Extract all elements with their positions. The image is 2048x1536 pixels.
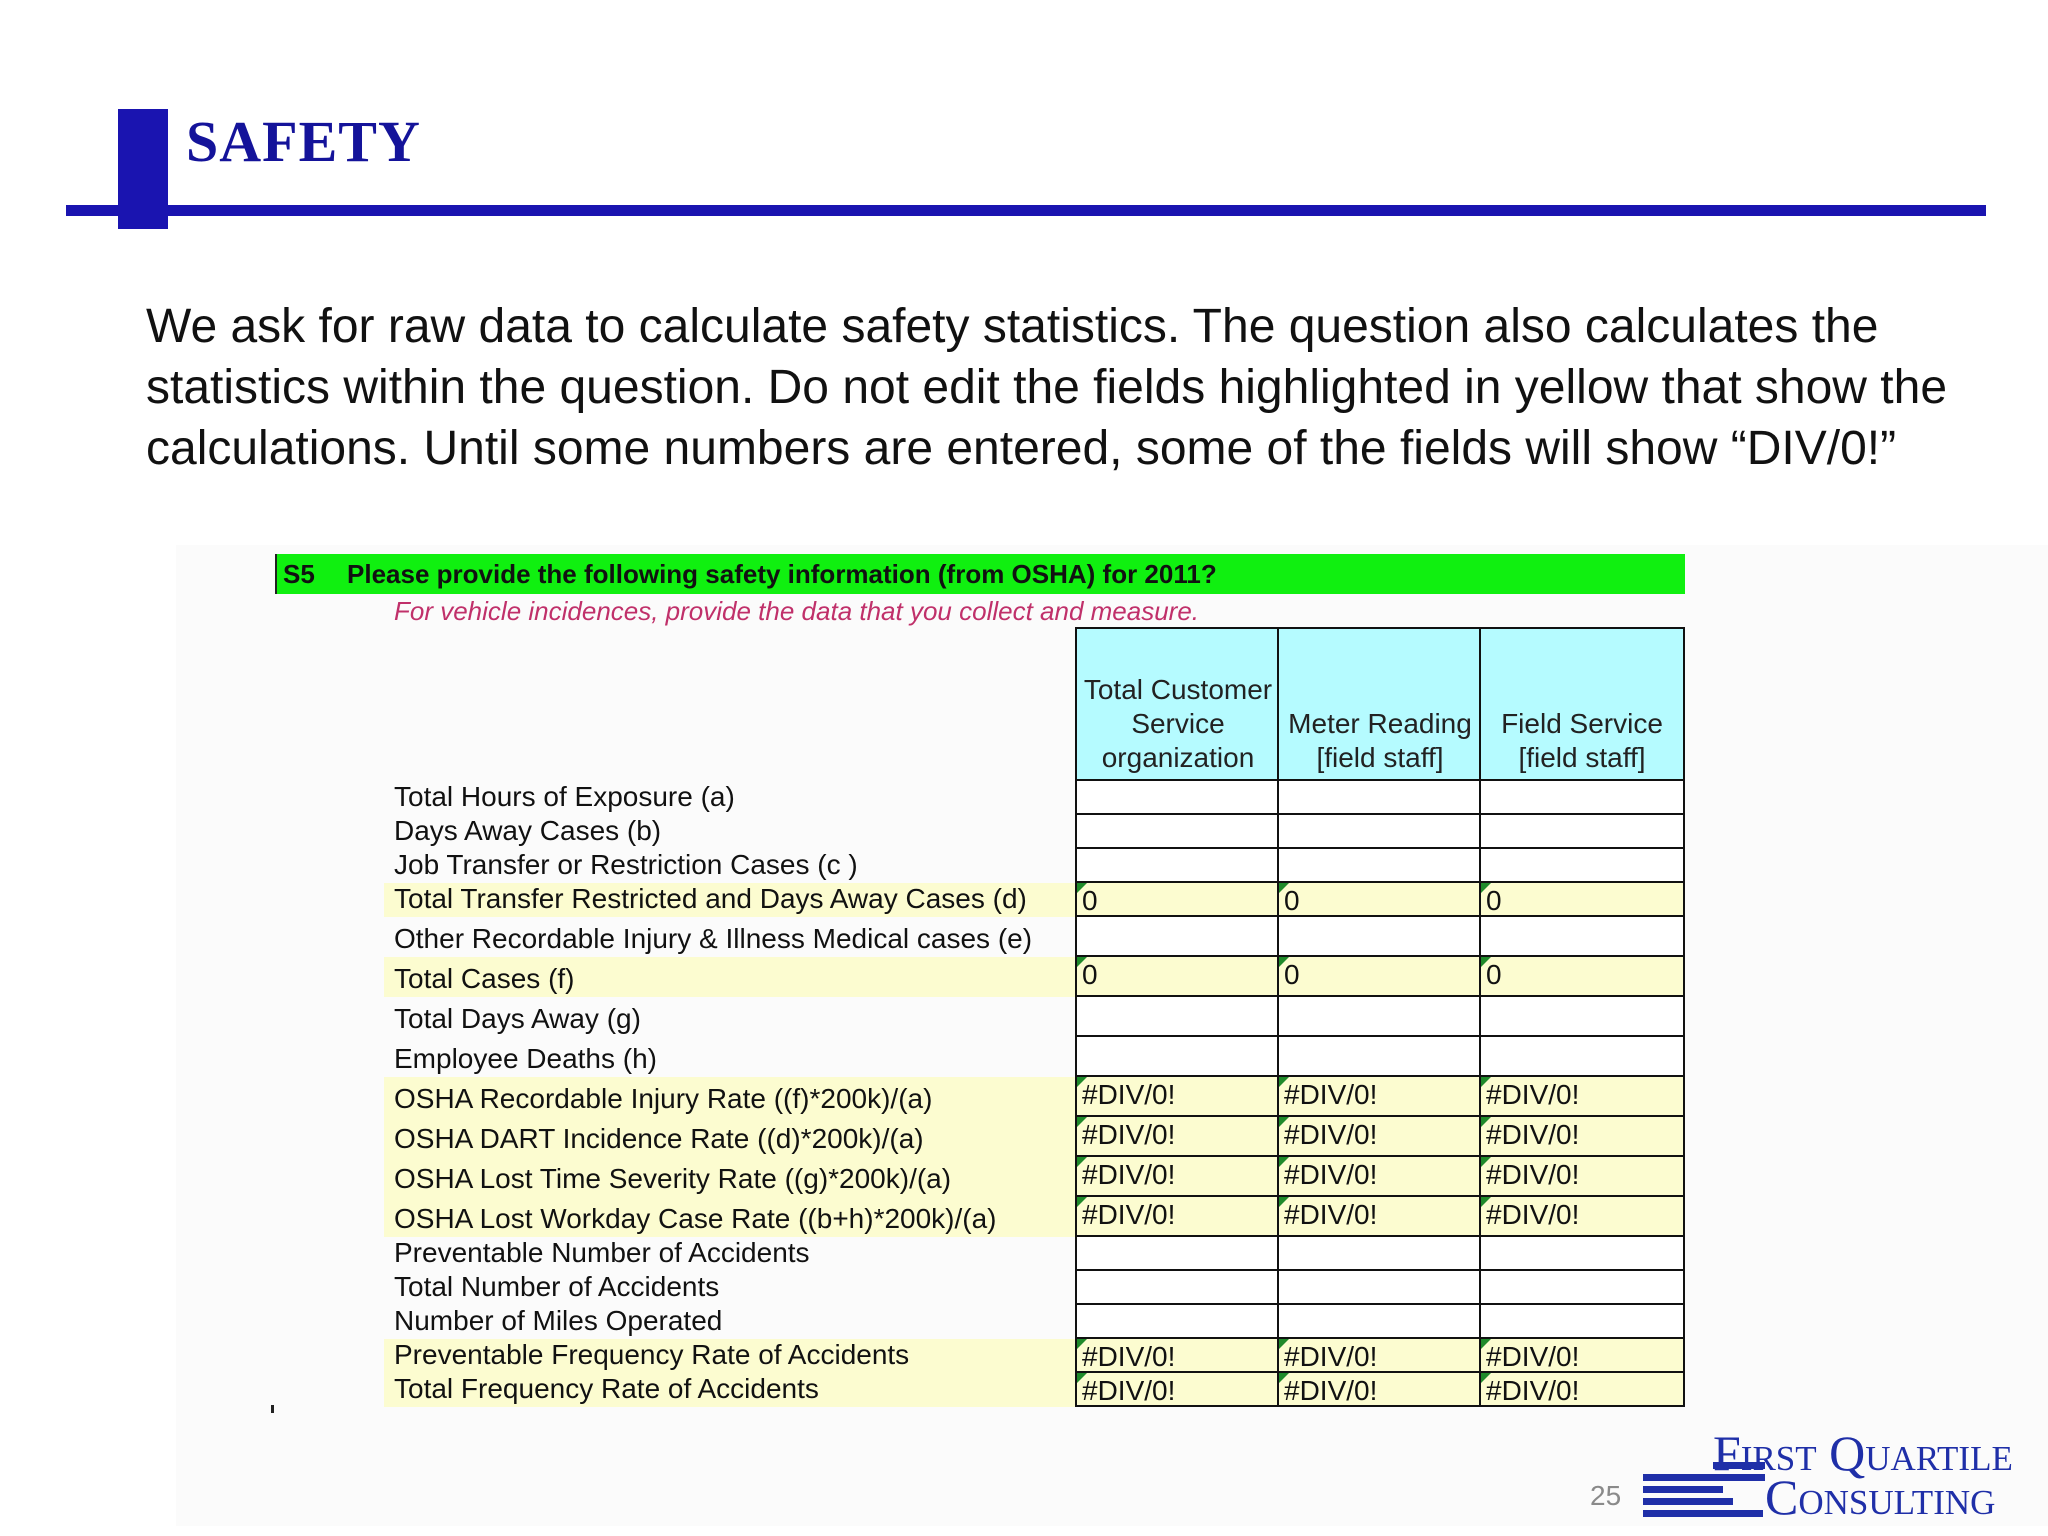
table-row bbox=[384, 1157, 1683, 1197]
input-cell[interactable] bbox=[1479, 1305, 1685, 1339]
question-header-bar bbox=[275, 554, 1685, 594]
table-row bbox=[384, 1117, 1683, 1157]
row-label: Preventable Number of Accidents bbox=[394, 1237, 810, 1268]
calculated-cell bbox=[1075, 957, 1281, 997]
calculated-cell bbox=[1277, 1197, 1483, 1237]
input-cell[interactable] bbox=[1277, 1271, 1483, 1305]
input-cell[interactable] bbox=[1075, 1237, 1281, 1271]
input-cell[interactable] bbox=[1479, 1037, 1685, 1077]
cell-value: #DIV/0! bbox=[1486, 1079, 1580, 1110]
cell-value: #DIV/0! bbox=[1082, 1079, 1176, 1110]
logo-line-2: Consulting bbox=[1765, 1469, 1996, 1525]
cell-value: #DIV/0! bbox=[1486, 1375, 1580, 1406]
calculated-cell bbox=[1479, 1157, 1685, 1197]
cell-value: #DIV/0! bbox=[1284, 1341, 1378, 1372]
calculated-cell bbox=[1479, 957, 1685, 997]
calculated-cell bbox=[1479, 1117, 1685, 1157]
calculated-cell bbox=[1479, 883, 1685, 917]
input-cell[interactable] bbox=[1075, 815, 1281, 849]
row-label: Preventable Frequency Rate of Accidents bbox=[394, 1339, 910, 1370]
row-label: Total Days Away (g) bbox=[394, 1003, 641, 1034]
input-cell[interactable] bbox=[1479, 1271, 1685, 1305]
calculated-cell bbox=[1075, 1373, 1281, 1407]
calculated-cell bbox=[1479, 1077, 1685, 1117]
row-label: OSHA Lost Workday Case Rate ((b+h)*200k)/(a) bbox=[394, 1203, 997, 1234]
table-row bbox=[384, 1237, 1683, 1271]
table-row bbox=[384, 1037, 1683, 1077]
cell-value: #DIV/0! bbox=[1082, 1375, 1176, 1406]
calculated-cell bbox=[1075, 1197, 1281, 1237]
cell-value: #DIV/0! bbox=[1082, 1341, 1176, 1372]
title-underline-rule bbox=[66, 205, 1986, 216]
input-cell[interactable] bbox=[1479, 997, 1685, 1037]
table-row bbox=[384, 917, 1683, 957]
page-number: 25 bbox=[1590, 1480, 1622, 1511]
intro-paragraph: We ask for raw data to calculate safety statistics. The question also calculates the statistics within the question. Do not edit the fields highlighted in yellow that show the calculations. Until some numbers are entered, some of the fields will show “DIV/0!” bbox=[146, 300, 1948, 475]
question-code: S5 bbox=[283, 559, 315, 589]
row-label: Total Hours of Exposure (a) bbox=[394, 781, 735, 812]
row-label: Total Frequency Rate of Accidents bbox=[394, 1373, 819, 1404]
row-label: Other Recordable Injury & Illness Medical cases (e) bbox=[394, 923, 1033, 954]
row-label: Number of Miles Operated bbox=[394, 1305, 723, 1336]
input-cell[interactable] bbox=[1277, 815, 1483, 849]
input-cell[interactable] bbox=[1075, 781, 1281, 815]
calculated-cell bbox=[1479, 1339, 1685, 1373]
input-cell[interactable] bbox=[1277, 781, 1483, 815]
table-row bbox=[384, 1197, 1683, 1237]
safety-data-table bbox=[384, 627, 1683, 1412]
row-label: Total Transfer Restricted and Days Away Cases (d) bbox=[394, 883, 1027, 914]
input-cell[interactable] bbox=[1277, 997, 1483, 1037]
row-label: Employee Deaths (h) bbox=[394, 1043, 658, 1074]
table-row bbox=[384, 1305, 1683, 1339]
row-label: OSHA Recordable Injury Rate ((f)*200k)/(a) bbox=[394, 1083, 933, 1114]
calculated-cell bbox=[1075, 1339, 1281, 1373]
calculated-cell bbox=[1277, 1373, 1483, 1407]
input-cell[interactable] bbox=[1479, 849, 1685, 883]
cell-value: #DIV/0! bbox=[1284, 1079, 1378, 1110]
input-cell[interactable] bbox=[1277, 1305, 1483, 1339]
company-logo bbox=[1643, 1426, 2043, 1526]
cell-value: #DIV/0! bbox=[1486, 1199, 1580, 1230]
input-cell[interactable] bbox=[1479, 1237, 1685, 1271]
cell-value: #DIV/0! bbox=[1486, 1159, 1580, 1190]
cell-value: #DIV/0! bbox=[1082, 1159, 1176, 1190]
table-row bbox=[384, 815, 1683, 849]
cell-value: #DIV/0! bbox=[1486, 1119, 1580, 1150]
table-row bbox=[384, 1339, 1683, 1373]
cell-value: 0 bbox=[1284, 959, 1300, 990]
table-row bbox=[384, 849, 1683, 883]
cell-value: 0 bbox=[1284, 885, 1300, 916]
table-row bbox=[384, 781, 1683, 815]
cell-value: #DIV/0! bbox=[1082, 1119, 1176, 1150]
input-cell[interactable] bbox=[1075, 1271, 1281, 1305]
question-text: Please provide the following safety information (from OSHA) for 2011? bbox=[347, 559, 1217, 589]
cell-value: 0 bbox=[1082, 885, 1098, 916]
input-cell[interactable] bbox=[1277, 1237, 1483, 1271]
cell-value: #DIV/0! bbox=[1082, 1199, 1176, 1230]
cell-value: #DIV/0! bbox=[1284, 1199, 1378, 1230]
row-label: OSHA DART Incidence Rate ((d)*200k)/(a) bbox=[394, 1123, 924, 1154]
calculated-cell bbox=[1479, 1373, 1685, 1407]
input-cell[interactable] bbox=[1075, 1305, 1281, 1339]
calculated-cell bbox=[1075, 1157, 1281, 1197]
cell-value: #DIV/0! bbox=[1284, 1159, 1378, 1190]
input-cell[interactable] bbox=[1075, 917, 1281, 957]
input-cell[interactable] bbox=[1075, 849, 1281, 883]
input-cell[interactable] bbox=[1277, 1037, 1483, 1077]
input-cell[interactable] bbox=[1075, 997, 1281, 1037]
column-header: Field Service [field staff] bbox=[1479, 627, 1685, 781]
table-row bbox=[384, 1373, 1683, 1407]
cell-value: 0 bbox=[1486, 959, 1502, 990]
row-label: Days Away Cases (b) bbox=[394, 815, 662, 846]
input-cell[interactable] bbox=[1479, 781, 1685, 815]
column-header: Total Customer Service organization bbox=[1075, 627, 1281, 781]
calculated-cell bbox=[1075, 1117, 1281, 1157]
calculated-cell bbox=[1075, 1077, 1281, 1117]
logo-line-1: First Quartile bbox=[1713, 1425, 2013, 1481]
slide-title: SAFETY bbox=[186, 109, 421, 174]
input-cell[interactable] bbox=[1479, 917, 1685, 957]
calculated-cell bbox=[1277, 1117, 1483, 1157]
table-row bbox=[384, 957, 1683, 997]
input-cell[interactable] bbox=[1277, 917, 1483, 957]
row-label: OSHA Lost Time Severity Rate ((g)*200k)/(a) bbox=[394, 1163, 952, 1194]
cell-value: 0 bbox=[1082, 959, 1098, 990]
table-row bbox=[384, 1271, 1683, 1305]
question-note: For vehicle incidences, provide the data that you collect and measure. bbox=[394, 596, 1200, 626]
row-label: Total Cases (f) bbox=[394, 963, 575, 994]
calculated-cell bbox=[1277, 957, 1483, 997]
input-cell[interactable] bbox=[1277, 849, 1483, 883]
column-header: Meter Reading [field staff] bbox=[1277, 627, 1483, 781]
input-cell[interactable] bbox=[1479, 815, 1685, 849]
cell-marker bbox=[271, 1405, 274, 1413]
calculated-cell bbox=[1075, 883, 1281, 917]
cell-value: #DIV/0! bbox=[1284, 1119, 1378, 1150]
cell-value: 0 bbox=[1486, 885, 1502, 916]
calculated-cell bbox=[1479, 1197, 1685, 1237]
calculated-cell bbox=[1277, 1157, 1483, 1197]
cell-value: #DIV/0! bbox=[1486, 1341, 1580, 1372]
row-label: Total Number of Accidents bbox=[394, 1271, 720, 1302]
row-label: Job Transfer or Restriction Cases (c ) bbox=[394, 849, 858, 880]
calculated-cell bbox=[1277, 1339, 1483, 1373]
calculated-cell bbox=[1277, 1077, 1483, 1117]
table-row bbox=[384, 997, 1683, 1037]
table-row bbox=[384, 883, 1683, 917]
cell-value: #DIV/0! bbox=[1284, 1375, 1378, 1406]
input-cell[interactable] bbox=[1075, 1037, 1281, 1077]
table-row bbox=[384, 1077, 1683, 1117]
calculated-cell bbox=[1277, 883, 1483, 917]
